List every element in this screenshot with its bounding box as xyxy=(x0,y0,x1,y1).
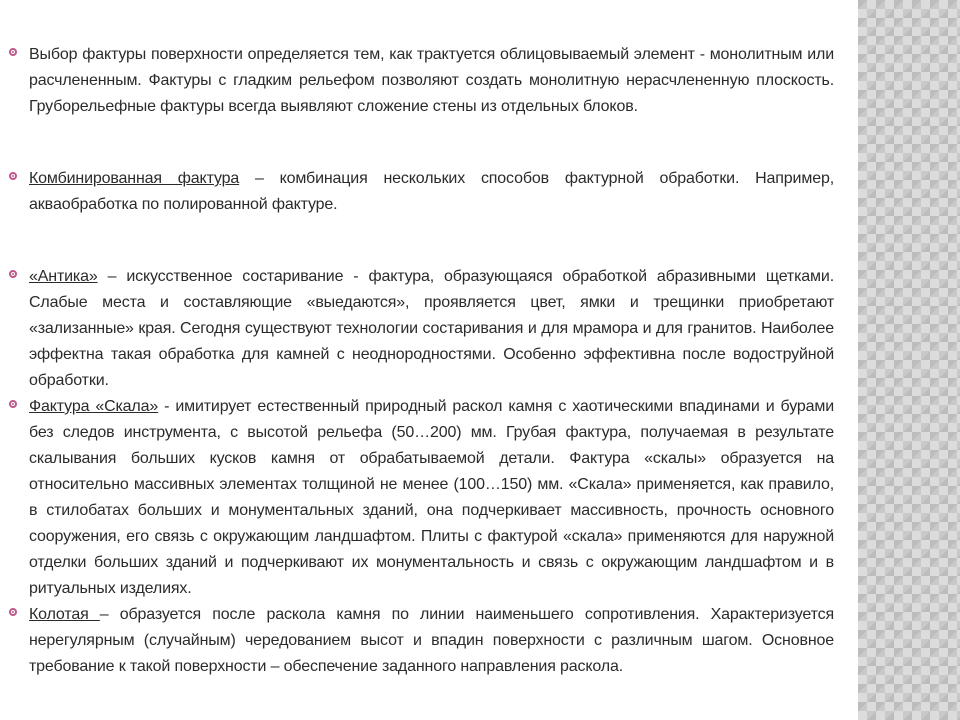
bullet-icon xyxy=(9,394,17,420)
bullet-icon xyxy=(9,166,17,192)
bullet-text: – образуется после раскола камня по линии наименьшего сопротивления. Характеризуется нерегулярным (случайным) чередованием высот и впадин поверхности с различным шагом. Основное требование к такой поверхности – обеспечение заданного направления раскола. xyxy=(29,606,834,675)
bullet-list xyxy=(8,42,834,680)
bullet-item-split-texture xyxy=(8,602,834,680)
bullet-item-rock-texture xyxy=(8,394,834,602)
bullet-text: – искусственное состаривание - фактура, образующаяся обработкой абразивными щетками. Слабые места и составляющие «выедаются», проявляется цвет, ямки и трещинки приобретают «зализанные» края. Сегодня существуют технологии состаривания и для мрамора и для гранитов. Наиболее эффектна такая обработка для камней с неоднородностями. Особенно эффективна после водоструйной обработки. xyxy=(29,268,834,389)
decorative-side-pattern xyxy=(858,0,960,720)
bullet-text: Выбор фактуры поверхности определяется тем, как трактуется облицовываемый элемент - монолитным или расчлененным. Фактуры с гладким рельефом позволяют создать монолитную нерасчлененную плоскость. Груборельефные фактуры всегда выявляют сложение стены из отдельных блоков. xyxy=(29,46,834,115)
term-label: Фактура «Скала» xyxy=(29,398,159,415)
term-label: Комбинированная фактура xyxy=(29,170,240,187)
bullet-icon xyxy=(9,264,17,290)
term-label: «Антика» xyxy=(29,268,98,285)
bullet-icon xyxy=(9,42,17,68)
bullet-item-antique xyxy=(8,264,834,394)
bullet-item-combined-texture xyxy=(8,166,834,218)
bullet-text: – комбинация нескольких способов фактурной обработки. Например, аквaобработка по полированной фактуре. xyxy=(29,170,834,213)
bullet-text: - имитирует естественный природный раскол камня с хаотическими впадинами и бурами без следов инструмента, с высотой рельефа (50…200) мм. Грубая фактура, получаемая в результате скалывания больших кусков камня от обрабатываемой детали. Фактура «скалы» образуется на относительно массивных элементах толщиной не менее (100…150) мм. «Скала» применяется, как правило, в стилобатах больших и монументальных зданий, она подчеркивает массивность, прочность основного сооружения, его связь с окружающим ландшафтом. Плиты с фактурой «скала» применяются для наружной отделки больших зданий и подчеркивают их монументальность и связь с окружающим ландшафтом и в ритуальных изделиях. xyxy=(29,398,834,597)
term-label: Колотая xyxy=(29,606,100,623)
bullet-icon xyxy=(9,602,17,628)
bullet-item-texture-choice xyxy=(8,42,834,120)
